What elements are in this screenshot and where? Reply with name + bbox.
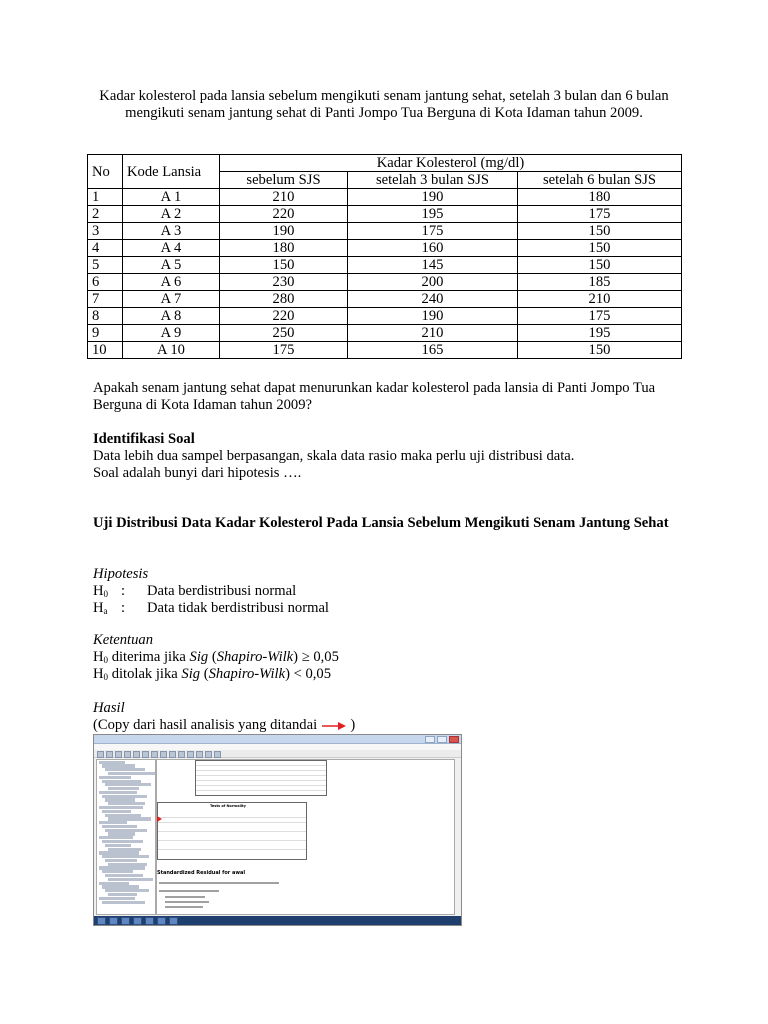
identifikasi-line1: Data lebih dua sampel berpasangan, skala data rasio maka perlu uji distribusi data. [93, 448, 575, 464]
cell-setelah6: 150 [518, 342, 682, 359]
table-row [88, 274, 682, 291]
hipotesis-h0 [93, 583, 693, 600]
question-text: Apakah senam jantung sehat dapat menurunkan kadar kolesterol pada lansia di Panti Jompo Tua Berguna di Kota Idaman tahun 2009? [93, 380, 656, 413]
h0-sep: : [121, 583, 126, 599]
cell-setelah6: 195 [518, 325, 682, 342]
cell-no: 3 [88, 223, 123, 240]
cell-setelah3: 160 [348, 240, 518, 257]
cell-kode: A 10 [123, 342, 220, 359]
tests-title: Tests of Normality [210, 804, 246, 808]
hipotesis-heading: Hipotesis [93, 566, 149, 582]
spss-output-screenshot [93, 734, 462, 926]
cell-setelah6: 185 [518, 274, 682, 291]
ketentuan-line2: $H_0$ ditolak jika Sig (Shapiro-Wilk) < 0,05 [93, 666, 332, 682]
cell-kode: A 8 [123, 308, 220, 325]
hipotesis-section [93, 566, 693, 617]
red-arrow-icon [321, 721, 347, 731]
cell-kode: A 3 [123, 223, 220, 240]
ketentuan-line1: $H_0$ diterima jika Sig (Shapiro-Wilk) ≥ 0,05 [93, 649, 339, 665]
cell-kode: A 1 [123, 189, 220, 206]
hipotesis-ha [93, 600, 693, 617]
cell-no: 5 [88, 257, 123, 274]
residual-section-title: Standardized Residual for awal [157, 870, 246, 876]
cell-setelah6: 175 [518, 206, 682, 223]
cell-setelah3: 195 [348, 206, 518, 223]
document-title: Kadar kolesterol pada lansia sebelum mengikuti senam jantung sehat, setelah 3 bulan dan 6 bulan mengikuti senam jantung sehat di Panti Jompo Tua Berguna di Kota Idaman tahun 2009. [99, 88, 669, 121]
cell-sebelum: 220 [220, 206, 348, 223]
window-toolbar [94, 750, 461, 758]
cell-kode: A 5 [123, 257, 220, 274]
cell-sebelum: 230 [220, 274, 348, 291]
cell-no: 6 [88, 274, 123, 291]
cell-sebelum: 180 [220, 240, 348, 257]
cell-setelah6: 210 [518, 291, 682, 308]
cell-setelah3: 200 [348, 274, 518, 291]
cell-sebelum: 190 [220, 223, 348, 240]
header-kode: Kode Lansia [123, 155, 220, 189]
cell-setelah6: 150 [518, 223, 682, 240]
ha-text: Data tidak berdistribusi normal [147, 600, 329, 616]
tests-of-normality-table [157, 802, 307, 860]
cell-setelah3: 240 [348, 291, 518, 308]
cell-sebelum: 220 [220, 308, 348, 325]
cell-setelah6: 175 [518, 308, 682, 325]
identifikasi-heading: Identifikasi Soal [93, 431, 195, 447]
cell-no: 7 [88, 291, 123, 308]
h0-sub: 0 [103, 589, 109, 599]
table-row [88, 257, 682, 274]
table-row [88, 240, 682, 257]
header-sebelum: sebelum SJS [220, 172, 348, 189]
output-navigator [96, 759, 156, 915]
window-titlebar [94, 735, 461, 744]
h0-label: H [93, 583, 104, 599]
cholesterol-table [87, 154, 682, 359]
table-row [88, 189, 682, 206]
h0-text: Data berdistribusi normal [147, 583, 297, 599]
cell-setelah3: 190 [348, 308, 518, 325]
ha-sep: : [121, 600, 126, 616]
ketentuan-section [93, 632, 693, 683]
cell-kode: A 7 [123, 291, 220, 308]
cell-sebelum: 250 [220, 325, 348, 342]
cell-setelah3: 145 [348, 257, 518, 274]
taskbar [94, 916, 461, 925]
cell-setelah6: 150 [518, 240, 682, 257]
output-viewer [156, 759, 455, 915]
table-row [88, 291, 682, 308]
identifikasi-section [93, 431, 693, 482]
cell-kode: A 9 [123, 325, 220, 342]
table-row [88, 206, 682, 223]
header-no: No [88, 155, 123, 189]
ha-sub: a [103, 606, 108, 616]
cell-kode: A 6 [123, 274, 220, 291]
table-header-row [88, 155, 682, 172]
cell-kode: A 2 [123, 206, 220, 223]
cell-sebelum: 210 [220, 189, 348, 206]
table-row [88, 342, 682, 359]
hasil-heading: Hasil [93, 700, 125, 716]
table-row [88, 308, 682, 325]
cell-no: 9 [88, 325, 123, 342]
uji-heading: Uji Distribusi Data Kadar Kolesterol Pada Lansia Sebelum Mengikuti Senam Jantung Sehat [93, 515, 669, 531]
ketentuan-heading: Ketentuan [93, 632, 153, 648]
header-setelah6: setelah 6 bulan SJS [518, 172, 682, 189]
header-group: Kadar Kolesterol (mg/dl) [220, 155, 682, 172]
cell-no: 4 [88, 240, 123, 257]
cell-setelah3: 165 [348, 342, 518, 359]
table-row [88, 325, 682, 342]
descriptives-table [195, 760, 327, 796]
cell-sebelum: 280 [220, 291, 348, 308]
cell-no: 8 [88, 308, 123, 325]
cell-setelah3: 190 [348, 189, 518, 206]
cell-no: 1 [88, 189, 123, 206]
cell-setelah3: 175 [348, 223, 518, 240]
cell-no: 10 [88, 342, 123, 359]
hasil-section [93, 700, 693, 734]
identifikasi-line2: Soal adalah bunyi dari hipotesis …. [93, 465, 302, 481]
ha-label: H [93, 600, 104, 616]
cell-setelah6: 150 [518, 257, 682, 274]
red-marker-icon [157, 816, 162, 822]
table-row [88, 223, 682, 240]
cell-setelah3: 210 [348, 325, 518, 342]
cell-sebelum: 175 [220, 342, 348, 359]
header-setelah3: setelah 3 bulan SJS [348, 172, 518, 189]
cell-sebelum: 150 [220, 257, 348, 274]
cell-no: 2 [88, 206, 123, 223]
hasil-note: (Copy dari hasil analisis yang ditandai ) [93, 717, 356, 733]
cell-kode: A 4 [123, 240, 220, 257]
cell-setelah6: 180 [518, 189, 682, 206]
